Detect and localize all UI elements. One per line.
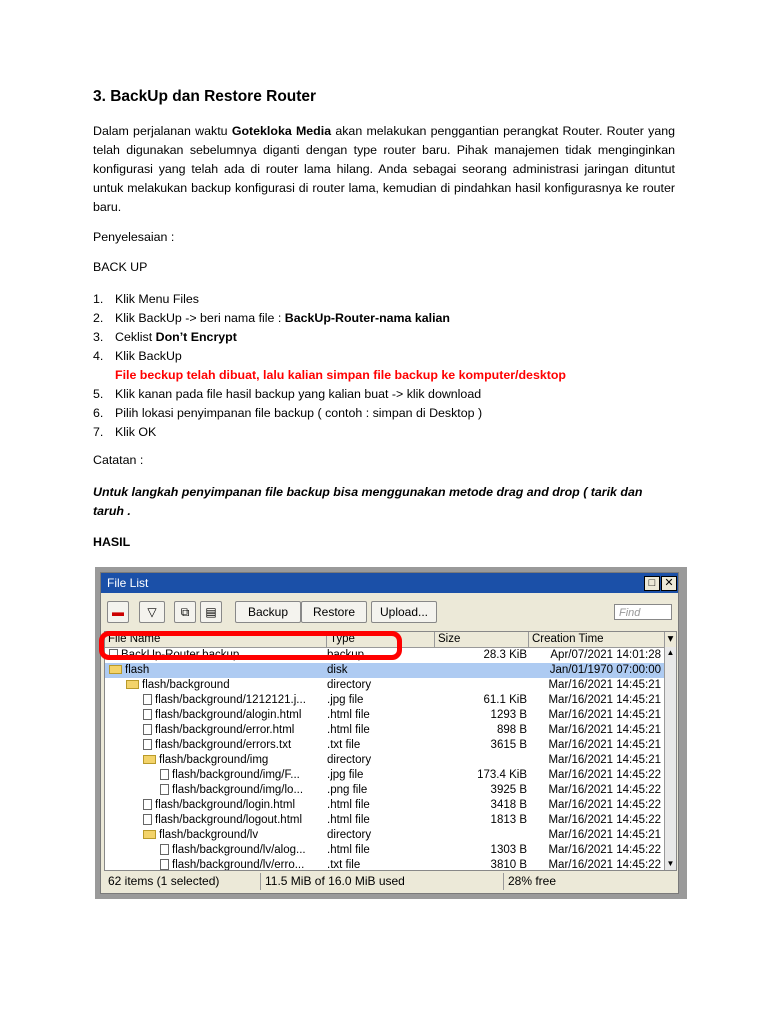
creation-time-cell: Mar/16/2021 14:45:22 <box>548 784 661 796</box>
file-type-cell: directory <box>327 679 372 691</box>
creation-time-cell: Mar/16/2021 14:45:21 <box>548 679 661 691</box>
file-type-cell: directory <box>327 754 372 766</box>
status-items: 62 items (1 selected) <box>104 873 261 890</box>
paste-icon[interactable]: ▤ <box>200 601 222 623</box>
step-item <box>93 385 566 404</box>
step-number: 4. <box>93 349 104 363</box>
step-text: Klik BackUp <box>115 349 182 363</box>
maximize-icon[interactable]: □ <box>644 576 660 591</box>
scroll-up-icon[interactable]: ▲ <box>666 648 675 657</box>
table-row[interactable] <box>105 843 665 858</box>
file-type-cell: .jpg file <box>327 694 364 706</box>
file-icon <box>143 709 152 720</box>
col-time[interactable]: Creation Time <box>529 632 665 647</box>
file-name: flash/background/img/F... <box>172 769 300 781</box>
col-type[interactable]: Type <box>327 632 435 647</box>
file-size-cell <box>435 663 527 678</box>
intro-pre: Dalam perjalanan waktu <box>93 124 232 138</box>
copy-icon[interactable]: ⧉ <box>174 601 196 623</box>
file-name: flash/background/login.html <box>155 799 295 811</box>
file-type-cell: .txt file <box>327 739 361 751</box>
file-name-cell <box>105 678 345 693</box>
catatan-text: Untuk langkah penyimpanan file backup bisa menggunakan metode drag and drop ( tarik dan taruh . <box>93 485 643 518</box>
step-number: 1. <box>93 292 104 306</box>
step-number: 3. <box>93 330 104 344</box>
creation-time-cell: Mar/16/2021 14:45:21 <box>548 709 661 721</box>
step-number: 6. <box>93 406 104 420</box>
close-icon[interactable]: ✕ <box>661 576 677 591</box>
file-name: flash/background <box>142 679 230 691</box>
step-note <box>93 366 566 385</box>
file-icon <box>160 844 169 855</box>
file-size-cell: 3925 B <box>490 784 527 796</box>
file-icon <box>143 724 152 735</box>
file-type-cell: .html file <box>327 724 370 736</box>
folder-icon <box>109 665 122 674</box>
file-size-cell: 1293 B <box>490 709 527 721</box>
creation-time-cell: Mar/16/2021 14:45:22 <box>548 859 661 871</box>
step-item <box>93 347 566 366</box>
file-name: BackUp-Router.backup <box>121 649 240 661</box>
upload-button[interactable]: Upload... <box>371 601 437 623</box>
status-usage: 11.5 MiB of 16.0 MiB used <box>261 873 504 890</box>
creation-time-cell: Mar/16/2021 14:45:22 <box>548 814 661 826</box>
step-text: File beckup telah dibuat, lalu kalian simpan file backup ke komputer/desktop <box>115 368 566 382</box>
highlight-box <box>99 631 402 660</box>
file-name: flash/background/1212121.j... <box>155 694 306 706</box>
step-text: Ceklist <box>115 330 156 344</box>
file-size-cell: 1303 B <box>490 844 527 856</box>
table-row[interactable] <box>105 783 665 798</box>
table-row[interactable] <box>105 738 665 753</box>
filter-icon[interactable]: ▽ <box>139 601 165 623</box>
step-text: Klik OK <box>115 425 157 439</box>
creation-time-cell: Mar/16/2021 14:45:21 <box>548 829 661 841</box>
file-name: flash/background/alogin.html <box>155 709 302 721</box>
step-item <box>93 423 566 442</box>
penyelesaian-label: Penyelesaian : <box>93 230 175 244</box>
table-row[interactable] <box>105 798 665 813</box>
table-row[interactable] <box>105 723 665 738</box>
status-bar <box>104 873 675 890</box>
file-icon <box>143 694 152 705</box>
creation-time-cell: Mar/16/2021 14:45:22 <box>548 769 661 781</box>
remove-button[interactable]: ▬ <box>107 601 129 623</box>
file-type-cell: .html file <box>327 799 370 811</box>
file-type-cell: .txt file <box>327 859 361 871</box>
file-name: flash/background/error.html <box>155 724 295 736</box>
scroll-down-icon[interactable]: ▼ <box>666 859 675 868</box>
toolbar <box>101 594 678 627</box>
intro-post: akan melakukan penggantian perangkat Router. Router yang telah digunakan sebelumnya diganti dengan type router baru. Pihak manajemen tidak menginginkan konfigurasi yang telah ada di router lama hilang. Anda sebagai seorang administrasi jaringan dituntut untuk melakukan backup konfigurasi di router lama, kemudian di pindahkan hasil konfigurasnya ke router baru. <box>93 124 675 214</box>
file-name-cell <box>105 663 328 678</box>
file-size-cell: 3810 B <box>490 859 527 871</box>
creation-time-cell: Mar/16/2021 14:45:21 <box>548 724 661 736</box>
file-size-cell <box>435 753 527 768</box>
creation-time-cell: Mar/16/2021 14:45:21 <box>548 739 661 751</box>
file-name-cell <box>105 738 362 753</box>
step-item <box>93 328 566 347</box>
step-item <box>93 404 566 423</box>
file-name-cell <box>105 723 362 738</box>
hasil-heading: HASIL <box>93 535 131 549</box>
step-bold: Don’t Encrypt <box>155 330 237 344</box>
file-size-cell: 3615 B <box>490 739 527 751</box>
file-size-cell: 28.3 KiB <box>483 649 527 661</box>
file-name: flash/background/img/lo... <box>172 784 304 796</box>
table-row[interactable] <box>105 828 665 843</box>
intro-paragraph <box>93 122 675 217</box>
find-input[interactable]: Find <box>614 604 672 620</box>
step-text: Klik BackUp -> beri nama file : <box>115 311 285 325</box>
creation-time-cell: Mar/16/2021 14:45:22 <box>548 799 661 811</box>
window-body <box>100 572 679 894</box>
catatan-label: Catatan : <box>93 453 144 467</box>
file-name-cell <box>105 798 362 813</box>
intro-company: Gotekloka Media <box>231 124 332 138</box>
file-type-cell: .html file <box>327 709 370 721</box>
table-row[interactable] <box>105 768 665 783</box>
table-row[interactable] <box>105 858 665 871</box>
file-size-cell: 1813 B <box>490 814 527 826</box>
table-row[interactable] <box>105 753 665 768</box>
column-menu-icon[interactable]: ▾ <box>667 633 674 645</box>
table-row[interactable] <box>105 708 665 723</box>
file-type-cell: .jpg file <box>327 769 364 781</box>
file-icon <box>160 784 169 795</box>
step-number: 2. <box>93 311 104 325</box>
file-name-cell <box>105 708 362 723</box>
file-name-cell <box>105 813 362 828</box>
file-size-cell: 3418 B <box>490 799 527 811</box>
file-name: flash/background/lv <box>159 829 259 841</box>
folder-icon <box>143 830 156 839</box>
table-row[interactable] <box>105 693 665 708</box>
file-type-cell: directory <box>327 829 372 841</box>
table-row[interactable] <box>105 813 665 828</box>
creation-time-cell: Mar/16/2021 14:45:21 <box>548 754 661 766</box>
restore-button[interactable]: Restore <box>301 601 367 623</box>
step-item <box>93 309 566 328</box>
backup-button[interactable]: Backup <box>235 601 301 623</box>
file-size-cell: 898 B <box>496 724 527 736</box>
file-type-cell: .html file <box>327 814 370 826</box>
file-name: flash <box>125 664 150 676</box>
file-size-cell <box>435 678 527 693</box>
col-name[interactable]: File Name <box>105 632 327 647</box>
creation-time-cell: Apr/07/2021 14:01:28 <box>550 649 661 661</box>
file-table <box>104 631 677 871</box>
steps-list <box>93 290 566 442</box>
file-type-cell: .png file <box>327 784 368 796</box>
step-number: 7. <box>93 425 104 439</box>
file-size-cell: 173.4 KiB <box>477 769 527 781</box>
file-size-cell: 61.1 KiB <box>483 694 527 706</box>
table-row[interactable] <box>105 663 665 678</box>
file-name-cell <box>105 828 362 843</box>
file-icon <box>143 814 152 825</box>
file-name-cell <box>105 753 362 768</box>
file-icon <box>143 799 152 810</box>
step-number: 5. <box>93 387 104 401</box>
file-type-cell: disk <box>327 664 348 676</box>
folder-icon <box>126 680 139 689</box>
col-size[interactable]: Size <box>435 632 529 647</box>
file-name: flash/background/lv/alog... <box>172 844 306 856</box>
file-icon <box>143 739 152 750</box>
step-text: Klik kanan pada file hasil backup yang kalian buat -> klik download <box>115 387 482 401</box>
file-type-cell: .html file <box>327 844 370 856</box>
step-bold: BackUp-Router-nama kalian <box>284 311 451 325</box>
creation-time-cell: Mar/16/2021 14:45:21 <box>548 694 661 706</box>
backup-heading: BACK UP <box>93 260 148 274</box>
creation-time-cell: Jan/01/1970 07:00:00 <box>549 664 661 676</box>
file-name: flash/background/img <box>159 754 269 766</box>
file-icon <box>160 859 169 870</box>
file-name: flash/background/lv/erro... <box>172 859 305 871</box>
creation-time-cell: Mar/16/2021 14:45:22 <box>548 844 661 856</box>
folder-icon <box>143 755 156 764</box>
scrollbar[interactable] <box>664 647 676 870</box>
file-type-cell: backup <box>327 649 365 661</box>
step-text: Klik Menu Files <box>115 292 200 306</box>
window-title: File List <box>107 576 149 590</box>
file-size-cell <box>435 828 527 843</box>
section-title: 3. BackUp dan Restore Router <box>93 88 317 105</box>
file-name: flash/background/errors.txt <box>155 739 292 751</box>
status-free: 28% free <box>508 874 557 888</box>
file-icon <box>160 769 169 780</box>
table-row[interactable] <box>105 678 665 693</box>
window-titlebar[interactable] <box>101 573 678 593</box>
file-name: flash/background/logout.html <box>155 814 303 826</box>
step-item <box>93 290 566 309</box>
file-list-window <box>95 567 687 899</box>
file-name-cell <box>105 693 362 708</box>
step-text: Pilih lokasi penyimpanan file backup ( contoh : simpan di Desktop ) <box>115 406 483 420</box>
